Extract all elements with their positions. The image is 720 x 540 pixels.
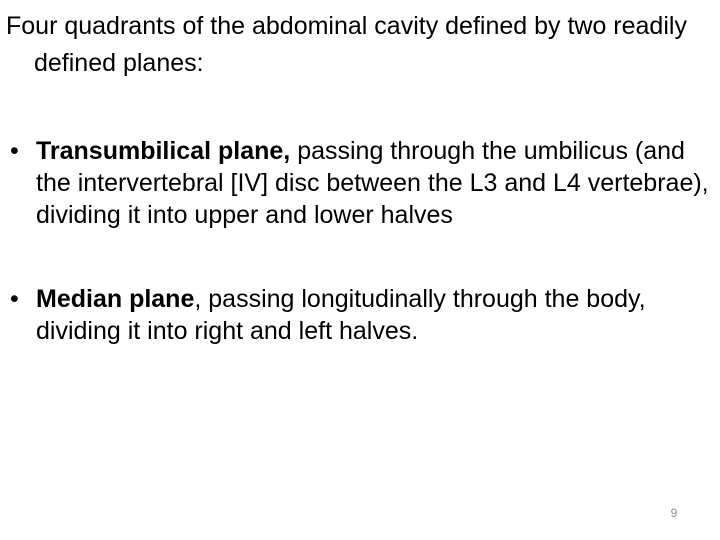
bullet-item-median-plane (4, 283, 716, 347)
bullet-marker: • (10, 285, 19, 313)
bullet-description: passing through the umbilicus (and the intervertebral [IV] disc between the L3 and L4 vertebrae), dividing it into upper and lower halves (36, 137, 709, 229)
bullet-marker: • (10, 137, 19, 165)
intro-text: Four quadrants of the abdominal cavity defined by two readily defined planes: (6, 12, 687, 77)
bullet-term: Transumbilical plane, (36, 137, 291, 165)
bullet-list (4, 135, 716, 347)
bullet-description: , passing longitudinally through the body, dividing it into right and left halves. (36, 285, 646, 345)
bullet-term: Median plane (36, 285, 195, 313)
bullet-item-transumbilical-plane (4, 135, 716, 231)
page-number: 9 (670, 506, 678, 520)
